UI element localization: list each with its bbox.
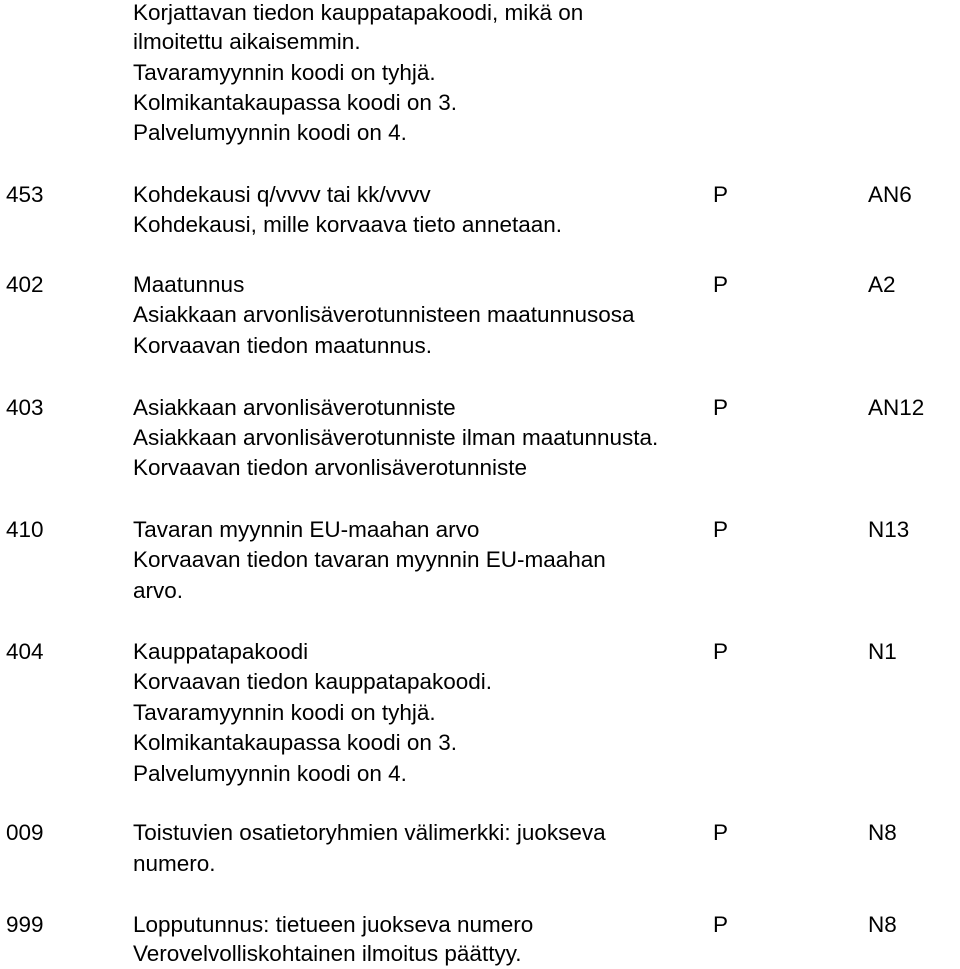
intro-line: Palvelumyynnin koodi on 4.: [133, 120, 407, 145]
field-required: P: [713, 639, 729, 664]
field-title: Maatunnus: [133, 272, 245, 297]
field-description-line: Korvaavan tiedon tavaran myynnin EU-maahan: [133, 547, 606, 572]
field-title: Asiakkaan arvonlisäverotunniste: [133, 395, 456, 420]
field-description-line: Asiakkaan arvonlisäverotunnisteen maatunnusosa: [133, 302, 635, 327]
intro-line: ilmoitettu aikaisemmin.: [133, 29, 361, 54]
field-description-line: numero.: [133, 851, 216, 876]
field-required: P: [713, 820, 729, 845]
field-format: AN12: [868, 395, 925, 420]
field-code: 404: [6, 639, 44, 664]
field-format: N1: [868, 639, 897, 664]
field-title: Tavaran myynnin EU-maahan arvo: [133, 517, 480, 542]
field-description-line: Korvaavan tiedon kauppatapakoodi.: [133, 669, 493, 694]
field-description-line: Tavaramyynnin koodi on tyhjä.: [133, 700, 436, 725]
intro-line: Kolmikantakaupassa koodi on 3.: [133, 90, 457, 115]
field-code: 403: [6, 395, 44, 420]
field-format: N8: [868, 820, 897, 845]
field-required: P: [713, 182, 729, 207]
field-code: 402: [6, 272, 44, 297]
field-description-line: Korvaavan tiedon arvonlisäverotunniste: [133, 455, 527, 480]
field-title: Lopputunnus: tietueen juokseva numero: [133, 912, 534, 937]
field-format: N8: [868, 912, 897, 937]
field-description-line: Verovelvolliskohtainen ilmoitus päättyy.: [133, 941, 522, 966]
field-title: Toistuvien osatietoryhmien välimerkki: juokseva: [133, 820, 606, 845]
intro-line: Tavaramyynnin koodi on tyhjä.: [133, 60, 436, 85]
intro-line: Korjattavan tiedon kauppatapakoodi, mikä on: [133, 0, 584, 25]
field-code: 999: [6, 912, 44, 937]
field-description-line: Kohdekausi, mille korvaava tieto annetaan.: [133, 212, 563, 237]
field-description-line: Asiakkaan arvonlisäverotunniste ilman maatunnusta.: [133, 425, 659, 450]
field-title: Kohdekausi q/vvvv tai kk/vvvv: [133, 182, 431, 207]
field-format: A2: [868, 272, 896, 297]
field-description-line: Korvaavan tiedon maatunnus.: [133, 333, 432, 358]
field-description-line: Palvelumyynnin koodi on 4.: [133, 761, 407, 786]
field-description-line: Kolmikantakaupassa koodi on 3.: [133, 730, 457, 755]
field-code: 009: [6, 820, 44, 845]
field-description-line: arvo.: [133, 578, 184, 603]
field-code: 410: [6, 517, 44, 542]
field-required: P: [713, 395, 729, 420]
field-title: Kauppatapakoodi: [133, 639, 309, 664]
field-required: P: [713, 912, 729, 937]
field-required: P: [713, 517, 729, 542]
field-required: P: [713, 272, 729, 297]
field-code: 453: [6, 182, 44, 207]
field-format: AN6: [868, 182, 912, 207]
field-format: N13: [868, 517, 910, 542]
